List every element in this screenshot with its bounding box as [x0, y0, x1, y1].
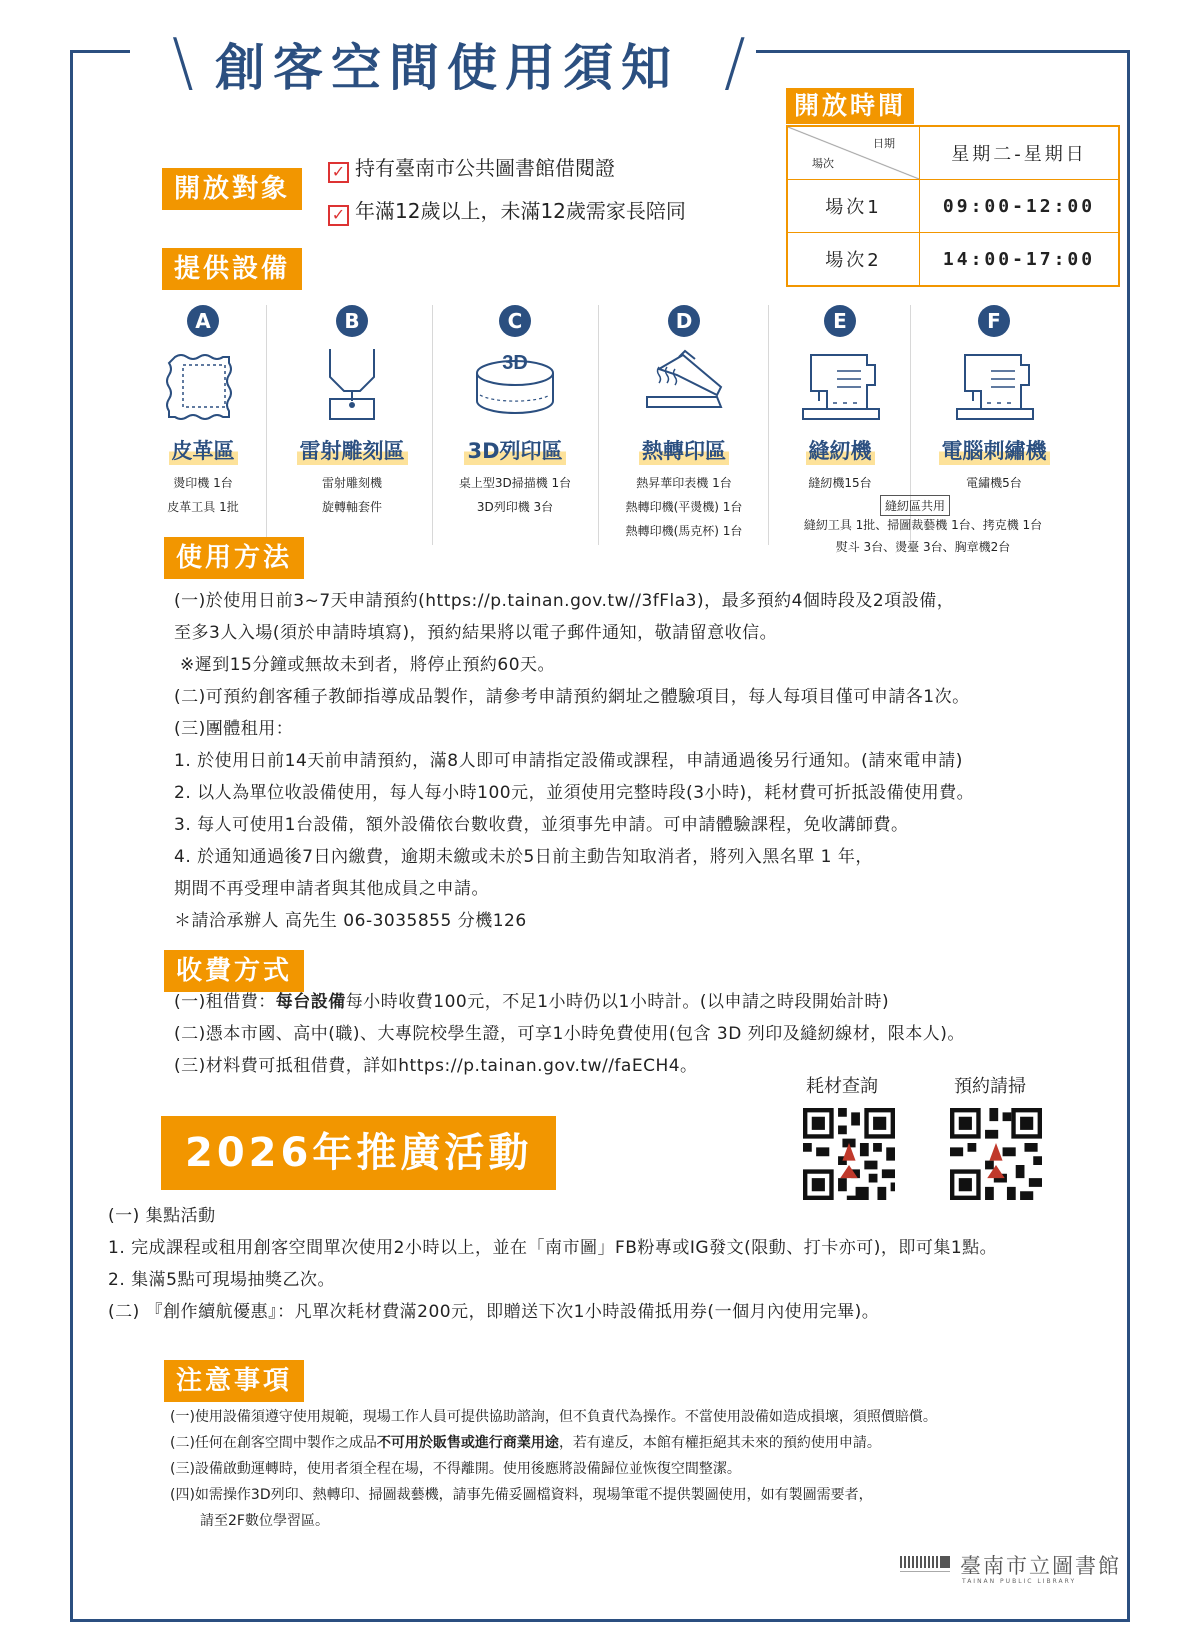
session-name: 場次2	[787, 233, 920, 287]
svg-text:3D: 3D	[502, 352, 528, 374]
fees-tag: 收費方式	[164, 950, 304, 992]
notes-text: (一)使用設備須遵守使用規範，現場工作人員可提供協助諮詢，但不負責代為操作。不當使用設備如造成損壞，須照價賠償。 (二)任何在創客空間中製作之成品不可用於販售或進行商業用途，若有違反，本館有權拒絕其未來的預約使用申請。 (三)設備啟動運轉時，使用者須全程在場，不得離開。使用後應將設備歸位並恢復空間整潔。 (四)如需操作3D列印、熱轉印、掃圖裁藝機，請事先備妥圖檔資料，現場筆電不提供製圖使用，如有製圖需要者， 請至2F數位學習區。	[170, 1409, 937, 1529]
hours-days: 星期二-星期日	[920, 126, 1120, 180]
eligibility-item: ✓ 持有臺南市公共圖書館借閱證	[328, 152, 615, 181]
promo-text: (一) 集點活動 1. 完成課程或租用創客空間單次使用2小時以上，並在「南市圖」FB粉專或IG發文(限動、打卡亦可)，即可集1點。 2. 集滿5點可現場抽獎乙次。 (二) 『創作續航優惠』：凡單次耗材費滿200元，即贈送下次1小時設備抵用券(一個月內使用完畢)。	[108, 1206, 998, 1322]
zone-letter-badge: A	[187, 305, 219, 337]
session-name: 場次1	[787, 180, 920, 233]
zone-letter-badge: F	[978, 305, 1010, 337]
zone-letter-badge: B	[336, 305, 368, 337]
zone-name: 電腦刺繡機	[939, 435, 1050, 465]
library-name: 臺南市立圖書館	[960, 1554, 1121, 1578]
3d-printer-icon	[470, 345, 560, 425]
zone-letter-badge: C	[499, 305, 531, 337]
zone-desc: 熱昇華印表機 1台 熱轉印機(平燙機) 1台 熱轉印機(馬克杯) 1台	[625, 476, 743, 538]
frame-left	[70, 50, 73, 1622]
leather-icon	[163, 345, 243, 425]
equipment-zone-a	[140, 305, 266, 519]
qr-label-supplies: 耗材查詢	[806, 1076, 878, 1097]
library-name-en: TAINAN PUBLIC LIBRARY	[962, 1578, 1077, 1585]
zone-desc: 電繡機5台	[966, 476, 1022, 490]
checkbox-icon: ✓	[328, 162, 349, 183]
embroidery-machine-icon	[951, 345, 1037, 425]
checkbox-icon: ✓	[328, 205, 349, 226]
promo-tag: 2026年推廣活動	[161, 1116, 556, 1190]
zone-desc: 雷射雕刻機 旋轉軸套件	[321, 476, 382, 514]
eligibility-item: ✓ 年滿12歲以上，未滿12歲需家長陪同	[328, 195, 686, 224]
library-logo-icon	[900, 1556, 950, 1574]
equipment-zone-b	[282, 305, 422, 519]
notes-tag: 注意事項	[164, 1360, 304, 1402]
equipment-zone-e	[778, 305, 902, 495]
eligibility-tag: 開放對象	[162, 168, 302, 210]
usage-tag: 使用方法	[164, 537, 304, 579]
zone-name: 3D列印區	[464, 435, 565, 465]
equipment-zone-d	[606, 305, 762, 543]
zone-name: 雷射雕刻區	[297, 435, 408, 465]
heat-press-icon	[639, 345, 729, 425]
divider	[432, 305, 433, 545]
zone-desc: 桌上型3D掃描機 1台 3D列印機 3台	[458, 476, 572, 514]
frame-top-left	[70, 50, 130, 53]
equipment-zone-c	[440, 305, 590, 519]
zone-name: 縫紉機	[806, 435, 875, 465]
hours-corner-cell: 場次 日期	[787, 126, 920, 180]
qr-label-booking: 預約請掃	[954, 1076, 1026, 1097]
equipment-tag: 提供設備	[162, 248, 302, 290]
title-slash-right: /	[724, 26, 746, 100]
frame-right	[1127, 50, 1130, 1622]
session-time: 09:00-12:00	[920, 180, 1120, 233]
sewing-machine-icon	[797, 345, 883, 425]
qr-code-icon[interactable]	[803, 1108, 895, 1200]
hours-table	[786, 125, 1120, 287]
frame-bottom	[70, 1619, 1130, 1622]
divider	[768, 305, 769, 545]
shared-equipment-label: 縫紉區共用	[880, 495, 950, 516]
zone-name: 皮革區	[169, 435, 238, 465]
divider	[266, 305, 267, 545]
zone-name: 熱轉印區	[639, 435, 729, 465]
equipment-zone-f	[918, 305, 1070, 495]
zone-desc: 縫紉機15台	[808, 476, 872, 490]
page-title: 創客空間使用須知	[215, 39, 679, 97]
shared-equipment-list: 縫紉工具 1批、掃圖裁藝機 1台、拷克機 1台 熨斗 3台、燙臺 3台、胸章機2台	[803, 518, 1043, 554]
title-slash-left: \	[172, 26, 194, 100]
divider	[598, 305, 599, 545]
session-time: 14:00-17:00	[920, 233, 1120, 287]
zone-desc: 燙印機 1台 皮革工具 1批	[167, 476, 239, 514]
zone-letter-badge: E	[824, 305, 856, 337]
laser-icon	[312, 345, 392, 425]
qr-code-icon[interactable]	[950, 1108, 1042, 1200]
frame-top-right	[756, 50, 1130, 53]
hours-tag: 開放時間	[786, 88, 914, 124]
usage-text: (一)於使用日前3~7天申請預約(https://p.tainan.gov.tw//3fFla3)，最多預約4個時段及2項設備， 至多3人入場(須於申請時填寫)，預約結果將以電子郵件通知，敬請留意收信。 ※遲到15分鐘或無故未到者，將停止預約60天。 (二)可預約創客種子教師指導成品製作，請參考申請預約網址之體驗項目，每人每項目僅可申請各1次。 (三)團體租用： 1. 於使用日前14天前申請預約，滿8人即可申請指定設備或課程，申請通過後另行通知。(請來電申請) 2. 以人為單位收設備使用，每人每小時100元，並須使用完整時段(3小時)，耗材費可折抵設備使用費。 3. 每人可使用1台設備，額外設備依台數收費，並須事先申請。可申請體驗課程，免收講師費。 4. 於通知通過後7日內繳費，逾期未繳或未於5日前主動告知取消者，將列入黑名單 1 年， 期間不再受理申請者與其他成員之申請。 ＊請洽承辦人 高先生 06-3035855 分機126	[174, 591, 975, 931]
fees-text: (一)租借費：每台設備每小時收費100元，不足1小時仍以1小時計。(以申請之時段開始計時) (二)憑本市國、高中(職)、大專院校學生證，可享1小時免費使用(包含 3D 列印及縫紉線材，限本人)。 (三)材料費可抵租借費，詳如https://p.tainan.gov.tw//faECH4。	[174, 992, 965, 1076]
zone-letter-badge: D	[668, 305, 700, 337]
